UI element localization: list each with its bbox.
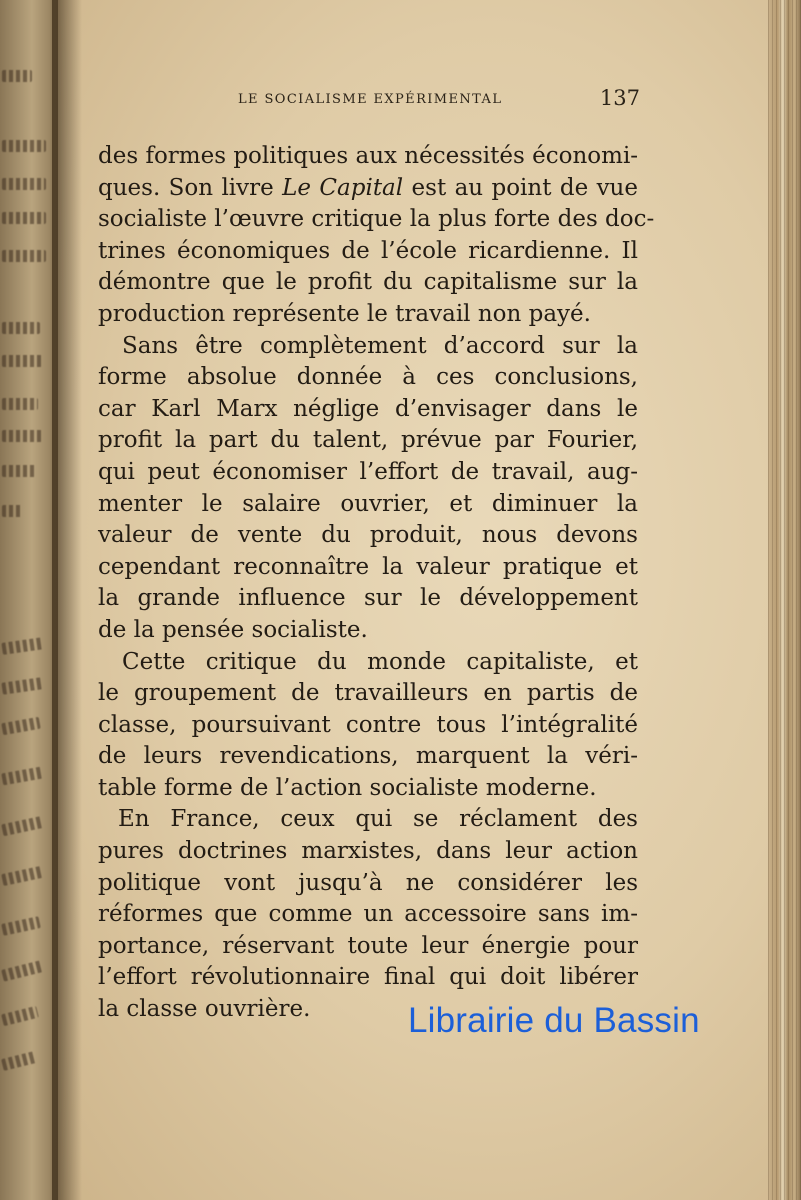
facing-page-text-fragment	[1, 1006, 39, 1026]
body-text	[98, 141, 655, 1026]
text-line: ques. Son livre Le Capital est au point de vue	[98, 174, 638, 201]
facing-page-text-fragment	[2, 505, 22, 517]
gutter-shadow	[52, 0, 82, 1200]
facing-page-text-fragment	[2, 178, 46, 190]
text-line: de la pensée socialiste.	[98, 616, 368, 643]
facing-page-edge	[0, 0, 58, 1200]
facing-page-text-fragment	[2, 430, 42, 442]
text-line: de leurs revendications, marquent la véri-	[98, 743, 638, 770]
text-line: trines économiques de l’école ricardienne. Il	[98, 237, 638, 264]
facing-page-text-fragment	[1, 767, 42, 786]
page-header	[238, 86, 640, 116]
facing-page-text-fragment	[1, 677, 42, 694]
text-line: socialiste l’œuvre critique la plus forte des doc-	[98, 206, 655, 233]
text-line: valeur de vente du produit, nous devons	[98, 522, 638, 549]
text-line: réformes que comme un accessoire sans im-	[98, 901, 638, 928]
text-line: démontre que le profit du capitalisme sur la	[98, 269, 638, 296]
facing-page-text-fragment	[1, 916, 41, 936]
text-line: politique vont jusqu’à ne considérer les	[98, 869, 638, 896]
page-number: 137	[599, 86, 640, 110]
text-line: cependant reconnaître la valeur pratique et	[98, 553, 638, 580]
facing-page-text-fragment	[1, 717, 41, 735]
text-line: la classe ouvrière.	[98, 996, 311, 1023]
text-line: la grande influence sur le développement	[98, 585, 638, 612]
text-line: classe, poursuivant contre tous l’intégralité	[98, 711, 638, 738]
facing-page-text-fragment	[2, 355, 42, 367]
page-stack-lines	[768, 0, 801, 1200]
watermark: Librairie du Bassin	[408, 1001, 700, 1040]
facing-page-text-fragment	[2, 250, 46, 262]
text-line: Cette critique du monde capitaliste, et	[122, 648, 638, 675]
text-line: Sans être complètement d’accord sur la	[122, 332, 638, 359]
facing-page-text-fragment	[1, 816, 45, 836]
facing-page-text-fragment	[1, 866, 43, 886]
facing-page-text-fragment	[2, 140, 46, 152]
book-title-italic: Le Capital	[282, 174, 404, 201]
text-line: forme absolue donnée à ces conclusions,	[98, 364, 638, 391]
facing-page-text-fragment	[2, 322, 40, 334]
page-stack-edge	[768, 0, 801, 1200]
text-line: En France, ceux qui se réclament des	[118, 806, 638, 833]
text-line: qui peut économiser l’effort de travail, aug-	[98, 458, 638, 485]
facing-page-text-fragment	[1, 960, 43, 981]
text-line: menter le salaire ouvrier, et diminuer la	[98, 490, 638, 517]
facing-page-text-fragment	[1, 1051, 37, 1071]
text-line: des formes politiques aux nécessités économi-	[98, 143, 639, 169]
facing-page-text-fragment	[2, 465, 36, 477]
text-line: car Karl Marx néglige d’envisager dans le	[98, 395, 638, 422]
text-line: l’effort révolutionnaire final qui doit libérer	[98, 964, 638, 991]
text-line: portance, réservant toute leur énergie pour	[98, 932, 638, 959]
facing-page-text-fragment	[2, 212, 46, 224]
text-line: profit la part du talent, prévue par Fourier,	[98, 427, 638, 454]
text-line: table forme de l’action socialiste moderne.	[98, 774, 597, 801]
text-line: le groupement de travailleurs en partis de	[98, 680, 638, 707]
text-line: pures doctrines marxistes, dans leur action	[98, 838, 638, 865]
facing-page-text-fragment	[2, 70, 32, 82]
facing-page-text-fragment	[2, 398, 38, 410]
running-head: LE SOCIALISME EXPÉRIMENTAL	[238, 92, 503, 107]
text-line: production représente le travail non payé.	[98, 300, 591, 327]
facing-page-text-fragment	[1, 637, 44, 655]
